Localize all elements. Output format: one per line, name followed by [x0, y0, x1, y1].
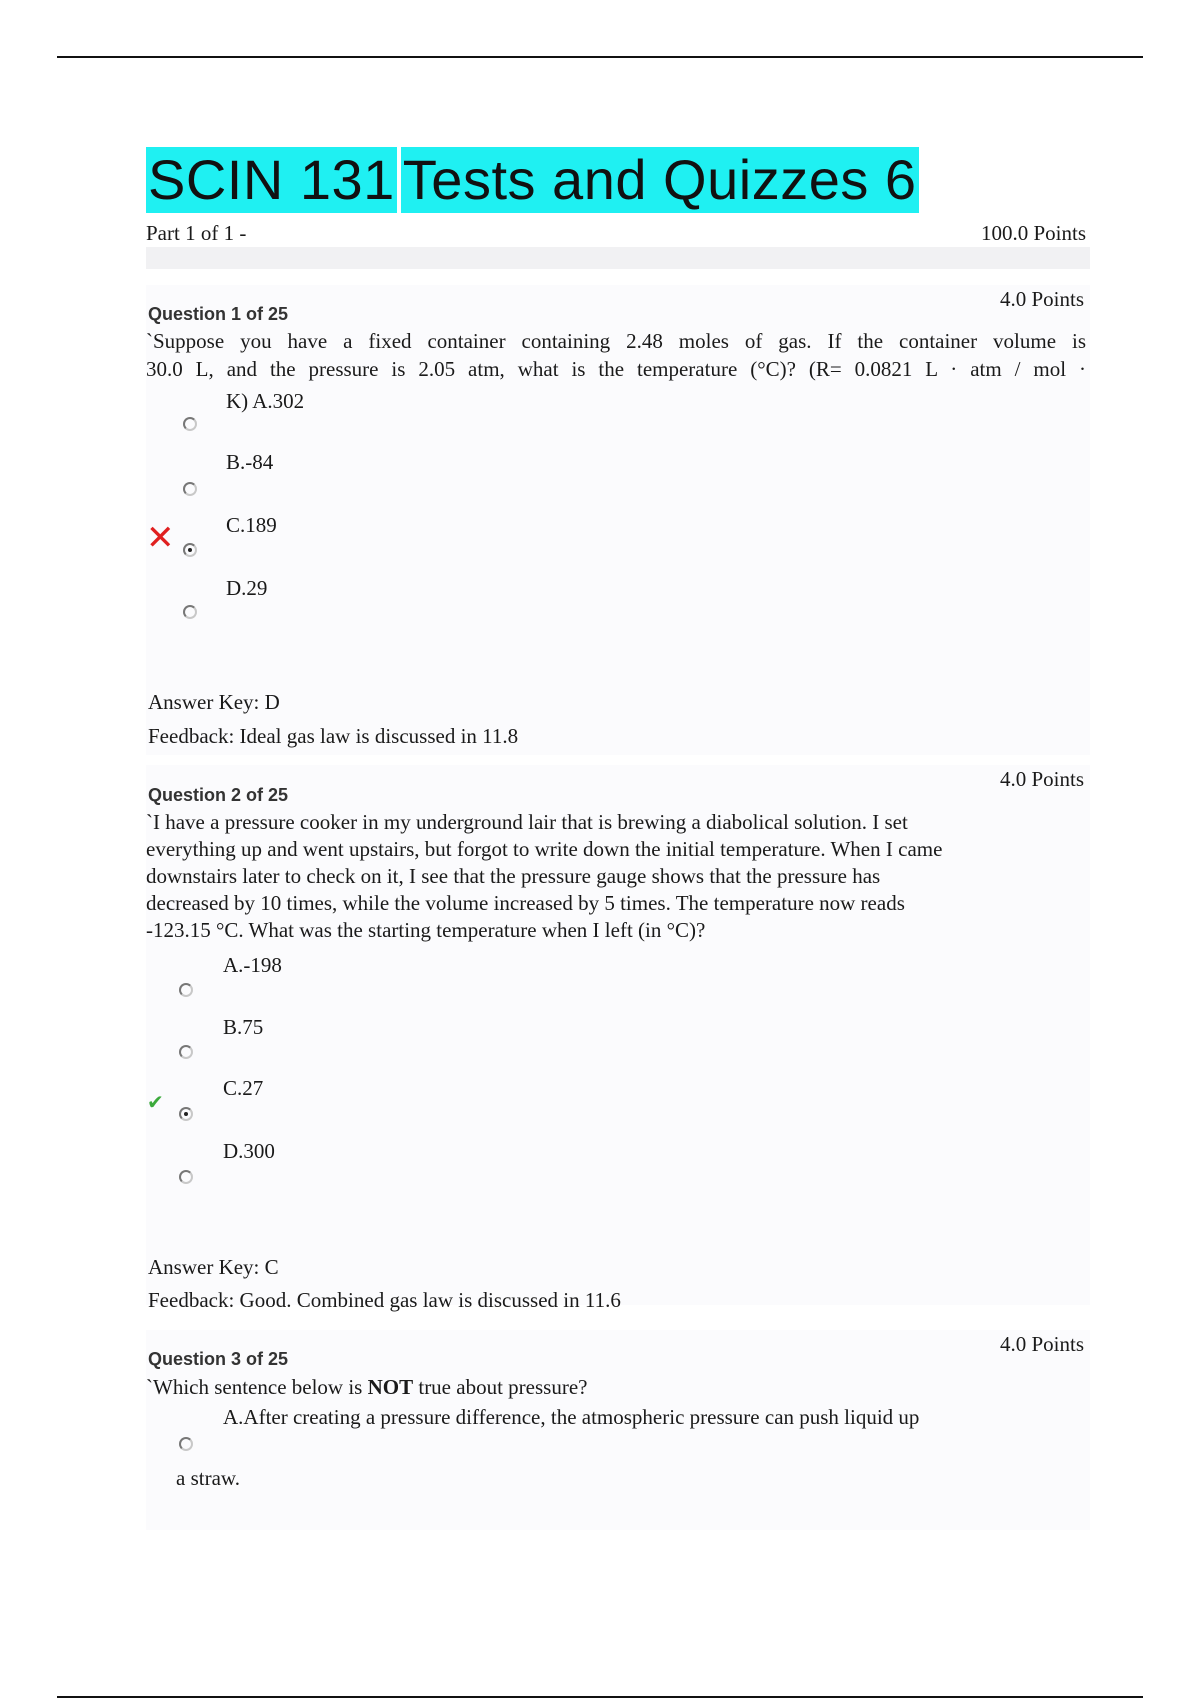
question-2-text-line-3: downstairs later to check on it, I see that the pressure gauge shows that the pressure has — [146, 864, 881, 888]
question-2-option-b: B.75 — [223, 1015, 264, 1039]
question-1-option-a-radio-icon[interactable] — [183, 417, 197, 431]
question-1-points: 4.0 Points — [999, 287, 1084, 311]
question-3-text-suffix: true about pressure? — [413, 1375, 588, 1399]
page-title — [146, 147, 919, 213]
question-1-feedback: Feedback: Ideal gas law is discussed in 11.8 — [148, 724, 519, 748]
question-3-label: Question 3 of 25 — [148, 1349, 289, 1369]
question-3-points: 4.0 Points — [999, 1332, 1084, 1356]
question-3-option-a-radio-icon[interactable] — [179, 1437, 193, 1451]
question-1-option-c-radio-icon[interactable] — [183, 543, 197, 557]
question-3-text-emphasis: NOT — [367, 1375, 414, 1399]
question-2-option-d: D.300 — [223, 1139, 275, 1163]
question-2-option-a-radio-icon[interactable] — [179, 983, 193, 997]
question-1-label: Question 1 of 25 — [148, 304, 289, 324]
question-1-option-c: C.189 — [226, 513, 277, 537]
question-1-option-b: B.-84 — [226, 450, 274, 474]
question-2-label: Question 2 of 25 — [148, 785, 289, 805]
question-2-text-line-1: `I have a pressure cooker in my underground lair that is brewing a diabolical solution. I set — [146, 810, 908, 834]
incorrect-x-mark-icon: ✕ — [146, 518, 175, 558]
question-1-answer-key: Answer Key: D — [148, 690, 280, 714]
correct-check-mark-icon: ✔ — [147, 1090, 164, 1114]
question-2-option-a: A.-198 — [223, 953, 282, 977]
part-divider-band — [146, 247, 1090, 269]
question-2-feedback: Feedback: Good. Combined gas law is discussed in 11.6 — [148, 1288, 621, 1312]
bottom-rule — [57, 1696, 1143, 1698]
question-2-option-d-radio-icon[interactable] — [179, 1170, 193, 1184]
question-3-option-a-line-2: a straw. — [176, 1466, 240, 1490]
question-1-text-line-2: 30.0 L, and the pressure is 2.05 atm, what is the temperature (°C)? (R= 0.0821 L · atm / mol · — [146, 357, 1086, 381]
question-2-option-c-radio-icon[interactable] — [179, 1107, 193, 1121]
title-course: SCIN 131 — [148, 148, 395, 211]
part-label: Part 1 of 1 - — [146, 221, 247, 245]
question-2-answer-key: Answer Key: C — [148, 1255, 279, 1279]
part-points: 100.0 Points — [980, 221, 1086, 245]
question-2-option-c: C.27 — [223, 1076, 264, 1100]
question-2-text-line-4: decreased by 10 times, while the volume increased by 5 times. The temperature now reads — [146, 891, 905, 915]
question-3-text — [146, 1374, 1086, 1401]
top-rule — [57, 56, 1143, 58]
title-quiz: Tests and Quizzes 6 — [402, 148, 917, 211]
question-2-points: 4.0 Points — [999, 767, 1084, 791]
question-1-option-b-radio-icon[interactable] — [183, 482, 197, 496]
question-2-text-line-5: -123.15 °C. What was the starting temperature when I left (in °C)? — [146, 918, 706, 942]
question-2-text-line-2: everything up and went upstairs, but forgot to write down the initial temperature. When I came — [146, 837, 943, 861]
question-1-option-d: D.29 — [226, 576, 268, 600]
question-3-option-a-line-1: A.After creating a pressure difference, the atmospheric pressure can push liquid up — [223, 1405, 920, 1429]
question-2-option-b-radio-icon[interactable] — [179, 1045, 193, 1059]
question-3-text-prefix: `Which sentence below is — [146, 1375, 368, 1399]
question-1-option-d-radio-icon[interactable] — [183, 605, 197, 619]
question-1-option-a: K) A.302 — [226, 389, 305, 413]
question-1-text-line-1: `Suppose you have a fixed container containing 2.48 moles of gas. If the container volume is — [146, 329, 1086, 353]
part-header — [146, 221, 1086, 246]
